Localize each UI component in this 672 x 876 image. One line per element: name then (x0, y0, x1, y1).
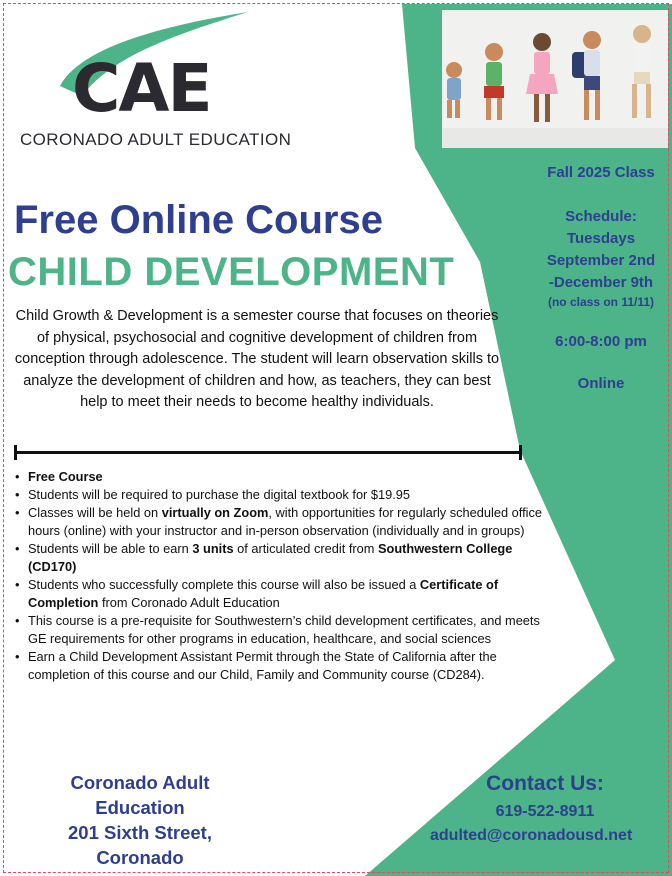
course-description: Child Growth & Development is a semester course that focuses on theories of physical, psychosocial and cognitive development of children from conception through adolescence. The student will learn observation skills to analyze the development of children and how, as teachers, they can best help to meet their needs to become healthy individuals. (14, 308, 500, 410)
logo-letters: CAE (72, 50, 211, 127)
list-item (14, 612, 559, 648)
list-item (14, 648, 559, 684)
list-item (14, 540, 559, 576)
contact-email: adulted@coronadousd.net (430, 827, 633, 844)
list-item (14, 468, 559, 486)
bullet-certificate-post: from Coronado Adult Education (98, 595, 280, 610)
bullet-free-course: Free Course (28, 469, 103, 484)
children-running-photo (442, 10, 668, 148)
bullet-prerequisite: This course is a pre-requisite for Southwestern’s child development certificates, and meets GE requirements for other programs in education, healthcare, and social sciences (28, 613, 540, 646)
schedule-label: Schedule: (565, 208, 637, 225)
bullet-units-college: Southwestern College (CD170) (28, 541, 513, 574)
children-running-icon (442, 10, 668, 148)
bullet-units-bold: 3 units (192, 541, 234, 556)
schedule-day: Tuesdays (566, 230, 636, 247)
course-details-list (14, 468, 559, 684)
schedule-start-date: September 2nd (546, 252, 656, 269)
divider-rule (14, 451, 522, 454)
list-item (14, 504, 559, 540)
address-line-2: Education (95, 797, 185, 818)
contact-phone: 619-522-8911 (495, 803, 595, 820)
bullet-textbook: Students will be required to purchase the digital textbook for $19.95 (28, 487, 411, 502)
address-block (40, 770, 240, 870)
cae-logo (20, 8, 300, 158)
divider-cap-right (519, 445, 522, 460)
address-line-4: Coronado (96, 847, 184, 868)
bullet-zoom-post: , with opportunities for regularly scheduled office hours (online) with your instructor and in-person observation (individually and in groups) (28, 505, 543, 538)
bullet-units-pre: Students will be able to earn (28, 541, 193, 556)
schedule-note: (no class on 11/11) (547, 295, 655, 309)
bullet-units-mid: of articulated credit from (233, 541, 378, 556)
title-child-development: CHILD DEVELOPMENT (8, 250, 455, 294)
schedule-panel (530, 162, 672, 395)
address-line-1: Coronado Adult (70, 772, 210, 793)
bullet-certificate-bold: Certificate of Completion (28, 577, 499, 610)
schedule-end-date: -December 9th (548, 274, 654, 291)
schedule-time: 6:00-8:00 pm (555, 333, 647, 350)
divider-cap-left (14, 445, 17, 460)
list-item (14, 486, 559, 504)
bullet-zoom-pre: Classes will be held on (28, 505, 162, 520)
list-item (14, 576, 559, 612)
bullet-certificate-pre: Students who successfully complete this course will also be issued a (28, 577, 420, 592)
title-free-online-course: Free Online Course (14, 198, 383, 242)
address-line-3: 201 Sixth Street, (68, 822, 212, 843)
bullet-zoom-bold: virtually on Zoom (161, 505, 269, 520)
bullet-permit: Earn a Child Development Assistant Permit through the State of California after the completion of this course and our Child, Family and Community course (CD284). (28, 649, 497, 682)
schedule-term: Fall 2025 Class (547, 164, 655, 181)
contact-title: Contact Us: (486, 772, 604, 795)
schedule-mode: Online (577, 375, 625, 392)
logo-subtitle: CORONADO ADULT EDUCATION (20, 130, 292, 149)
